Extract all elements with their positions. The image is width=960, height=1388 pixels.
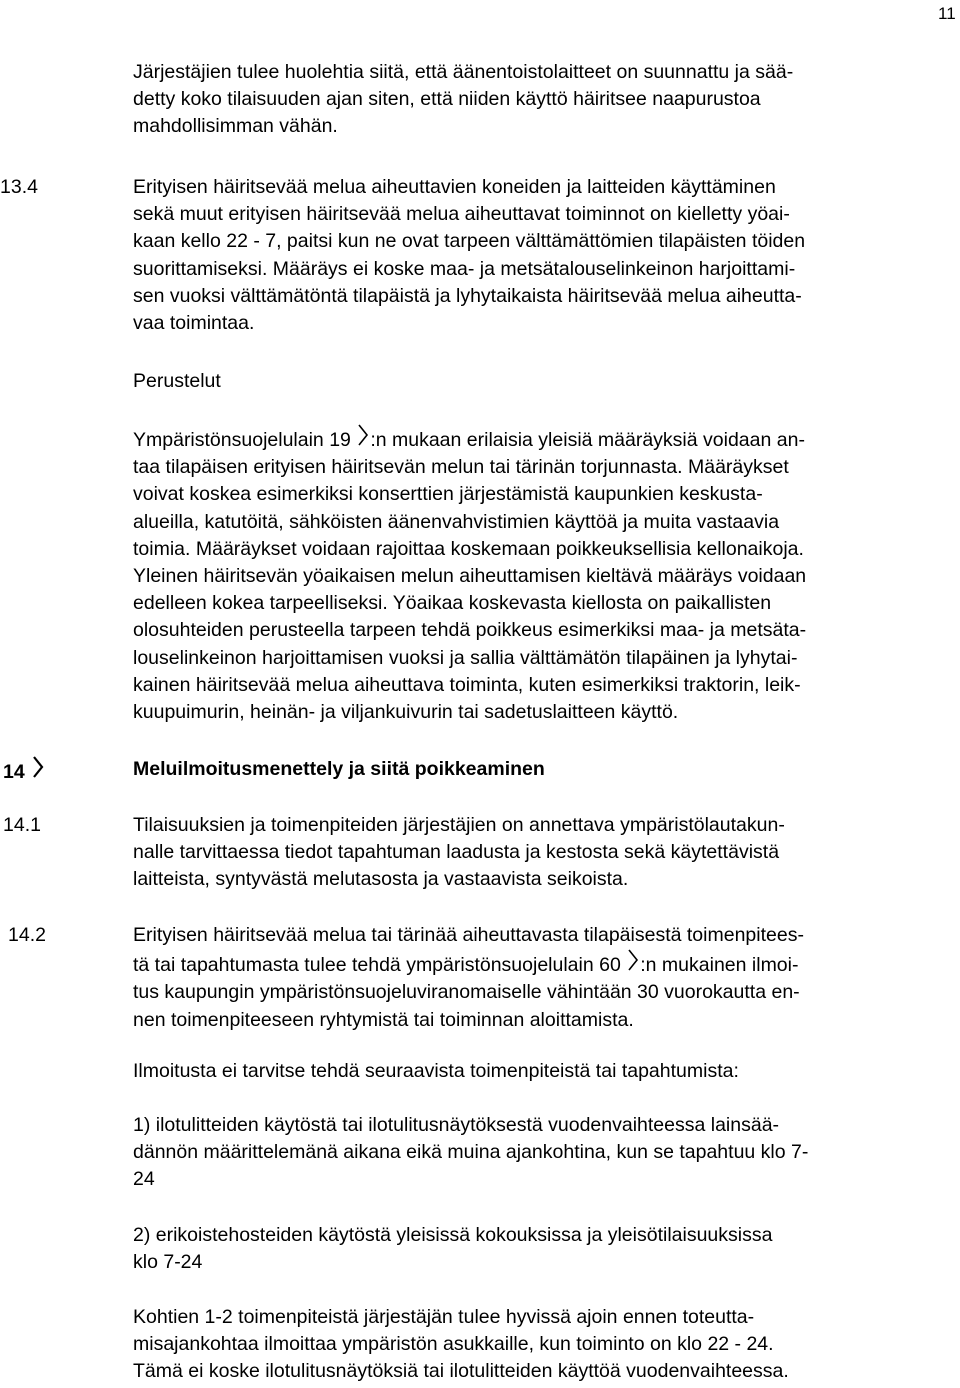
section-14-1-text [133,812,953,894]
text-line: toimia. Määräykset voidaan rajoittaa koskemaan poikkeuksellisia kellonaikoja. [133,537,804,560]
perustelut-paragraph [133,424,953,726]
text-line: louselinkeinon harjoittamisen vuoksi ja sallia välttämätön tilapäinen ja lyhytai- [133,646,798,669]
text-line: kainen häiritsevää melua aiheuttava toiminta, kuten esimerkiksi traktorin, leik- [133,673,801,696]
text-line: klo 7-24 [133,1251,203,1274]
text-fragment: :n mukaan erilaisia yleisiä määräyksiä voidaan an- [370,429,805,451]
text-line: mahdollisimman vähän. [133,115,338,138]
text-line: 2) erikoistehosteiden käytöstä yleisissä kokouksissa ja yleisötilaisuuksissa [133,1224,773,1246]
text-line: Erityisen häiritsevää melua aiheuttavien koneiden ja laitteiden käyttäminen [133,176,776,198]
text-line: sen vuoksi välttämätöntä tilapäistä ja lyhytaikaista häiritsevää melua aiheutta- [133,284,802,307]
list-item-2 [133,1222,953,1276]
text-line: dännön määrittelemänä aikana eikä muina ajankohtina, kun se tapahtuu klo 7- [133,1141,809,1164]
text-line: taa tilapäisen erityisen häiritsevän melun tai tärinän torjunnasta. Määräykset [133,456,789,479]
paragraph-intro [133,59,953,141]
text-line: nen toimenpiteeseen ryhtymistä tai toiminnan aloittamista. [133,1008,634,1031]
text-line: olosuhteiden perusteella tarpeen tehdä poikkeus esimerkiksi maa- ja metsäta- [133,619,807,642]
text-line [133,424,953,454]
section-sign-icon [626,949,640,971]
section-number-14-2: 14.2 [8,924,46,946]
text-line: suorittamiseksi. Määräys ei koske maa- ja metsätalouselinkeinon harjoittami- [133,257,796,280]
text-line: misajankohtaa ilmoittaa ympäristön asukkaille, kun toiminto on klo 22 - 24. [133,1333,774,1356]
text-fragment: tä tai tapahtumasta tulee tehdä ympäristönsuojelulain 60 [133,954,621,977]
text-fragment: Ympäristönsuojelulain 19 [133,429,351,451]
text-line: Kohtien 1-2 toimenpiteistä järjestäjän tulee hyvissä ajoin ennen toteutta- [133,1306,755,1328]
text-line: sekä muut erityisen häiritsevää melua aiheuttavat toiminnot on kielletty yöai- [133,203,790,226]
text-line: nalle tarvittaessa tiedot tapahtuman laadusta ja kestosta sekä käytettävistä [133,841,780,864]
perustelut-heading: Perustelut [133,370,221,392]
text-line: laitteista, syntyvästä melutasosta ja vastaavista seikoista. [133,868,629,891]
text-line: Erityisen häiritsevää melua tai tärinää aiheuttavasta tilapäisestä toimenpitees- [133,924,804,946]
section-number-14-1: 14.1 [3,814,41,836]
text-line: voivat koskea esimerkiksi konserttien järjestämistä kaupunkien keskusta- [133,483,763,506]
section-14-heading-number [3,756,46,786]
text-line: alueilla, katutöitä, sähköisten äänenvahvistimien käyttöä ja muita vastaavia [133,510,780,533]
text-line: Yleinen häiritsevän yöaikaisen melun aiheuttamisen kieltävä määräys voidaan [133,565,807,588]
section-number-13-4: 13.4 [0,176,38,198]
text-line: edelleen kokea tarpeelliseksi. Yöaikaa koskevasta kiellosta on paikallisten [133,592,772,615]
text-line: tus kaupungin ympäristönsuojeluviranomaiselle vähintään 30 vuorokautta en- [133,981,800,1004]
paragraph-kohtien [133,1304,953,1386]
text-line: kuupuimurin, heinän- ja viljankuivurin tai sadetuslaitteen käyttö. [133,701,679,724]
section-sign-icon [30,756,46,778]
paragraph-ilmoitus: Ilmoitusta ei tarvitse tehdä seuraavista toimenpiteistä tai tapahtumista: [133,1060,739,1082]
section-sign-icon [356,424,370,446]
section-14-2-text [133,922,953,1034]
text-line: Tämä ei koske ilotulitusnäytöksiä tai ilotulitteiden käyttöä vuodenvaihteessa. [133,1360,789,1383]
text-line: detty koko tilaisuuden ajan siten, että niiden käyttö häiritsee naapurustoa [133,88,761,111]
text-line: Tilaisuuksien ja toimenpiteiden järjestäjien on annettava ympäristölautakun- [133,814,785,836]
text-line: 1) ilotulitteiden käytöstä tai ilotulitusnäytöksestä vuodenvaihteessa lainsää- [133,1114,780,1136]
text-line: vaa toimintaa. [133,312,255,335]
section-14-title: Meluilmoitusmenettely ja siitä poikkeaminen [133,758,545,780]
section-13-4-text [133,174,953,337]
page-number: 11 [938,4,956,23]
section-number: 14 [3,761,25,783]
text-fragment: :n mukainen ilmoi- [640,954,799,977]
list-item-1 [133,1112,953,1194]
text-line: 24 [133,1168,155,1191]
text-line: kaan kello 22 - 7, paitsi kun ne ovat tarpeen välttämättömien tilapäisten töiden [133,230,806,253]
text-line: Järjestäjien tulee huolehtia siitä, että äänentoistolaitteet on suunnattu ja sää- [133,61,794,83]
text-line [133,949,953,979]
